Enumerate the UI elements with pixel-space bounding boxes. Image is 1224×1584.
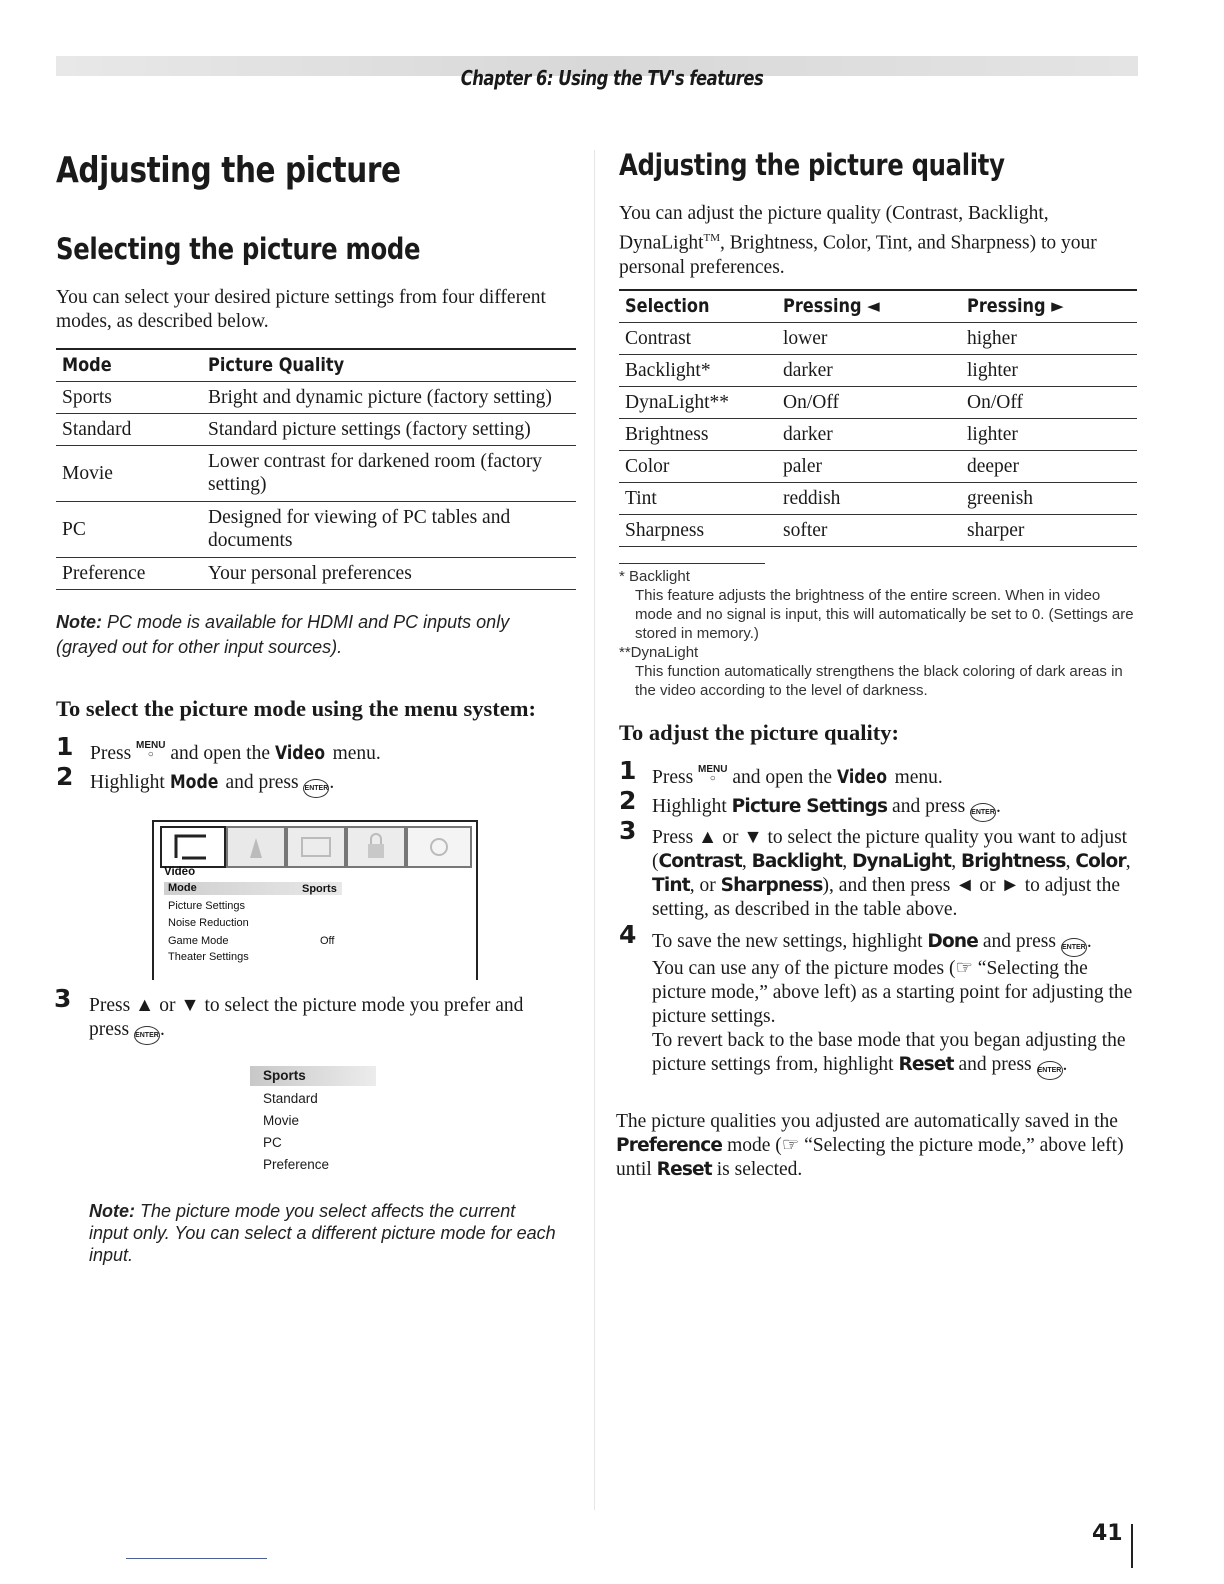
step-4-line: To save the new settings, highlight Done and press ENTER.	[652, 930, 1138, 957]
step-text: and press	[982, 931, 1056, 952]
note-picture-mode-input	[89, 1200, 559, 1266]
closing-text: mode (☞ “Selecting the picture mode,” above left) until	[616, 1135, 1124, 1180]
section-heading-picture-quality: Adjusting the picture quality	[619, 148, 1005, 182]
step-number: 1	[619, 756, 637, 785]
enter-button-icon: ENTER	[134, 1026, 160, 1045]
menu-label: MENU	[698, 764, 728, 775]
step-1-left	[90, 741, 570, 766]
keyword-preference: Preference	[616, 1135, 723, 1156]
osd-item-noise-reduction[interactable]: Noise Reduction	[168, 917, 249, 929]
table-cell: paler	[783, 455, 822, 477]
options-tab-icon	[406, 826, 472, 868]
step-text: , or	[689, 875, 716, 896]
table-cell: Sharpness	[625, 519, 705, 541]
table-row	[619, 514, 1137, 546]
table-row	[56, 381, 576, 413]
table-row	[56, 501, 576, 557]
table-cell: Tint	[625, 487, 657, 509]
table-row	[619, 386, 1137, 418]
table-cell: Standard	[62, 418, 132, 440]
step-4-reset-line: To revert back to the base mode that you began adjusting the picture settings from, highlight Reset and press ENTER.	[652, 1029, 1138, 1080]
picture-mode-intro: You can select your desired picture settings from four different modes, as described below.	[56, 287, 546, 332]
osd-item-mode[interactable]: Mode	[168, 882, 197, 894]
mode-list-item[interactable]: Movie	[263, 1113, 300, 1128]
footnote-title: * Backlight	[619, 568, 690, 585]
table-row	[619, 482, 1137, 514]
keyword-video: Video	[274, 743, 325, 764]
menu-button-icon: MENU ○	[136, 740, 166, 760]
page-number-rule	[1131, 1524, 1133, 1568]
section-heading-picture-mode: Selecting the picture mode	[56, 232, 421, 266]
step-text: and press	[225, 772, 299, 793]
table-row	[56, 557, 576, 589]
table-cell: deeper	[967, 455, 1019, 477]
table-cell: Your personal preferences	[208, 562, 412, 584]
step-2-right: Highlight Picture Settings and press ENTER.	[652, 795, 1136, 822]
table-header: Pressing ►	[967, 294, 1064, 317]
table-cell: DynaLight**	[625, 391, 729, 413]
keyword-picture-settings: Picture Settings	[731, 796, 888, 817]
keyword-color: Color	[1075, 851, 1126, 872]
table-row	[56, 413, 576, 445]
picture-quality-table	[619, 289, 1137, 547]
table-row	[619, 450, 1137, 482]
table-cell: On/Off	[783, 391, 839, 413]
table-row	[619, 418, 1137, 450]
table-header-row	[619, 290, 1137, 322]
table-cell: Designed for viewing of PC tables and documents	[208, 507, 511, 551]
enter-button-icon: ENTER	[1061, 938, 1087, 957]
osd-item-picture-settings[interactable]: Picture Settings	[168, 900, 246, 912]
table-row	[619, 354, 1137, 386]
enter-button-icon: ENTER	[970, 803, 996, 822]
closing-paragraph	[616, 1110, 1138, 1182]
table-cell: Brightness	[625, 423, 709, 445]
keyword-done: Done	[927, 931, 978, 952]
enter-button-icon: ENTER	[303, 779, 329, 798]
procedure-title-right: To adjust the picture quality:	[619, 720, 900, 745]
procedure-title-left: To select the picture mode using the menu system:	[56, 696, 536, 721]
footnote-title: **DynaLight	[619, 644, 699, 661]
step-number: 1	[56, 732, 74, 761]
picture-tab-icon	[160, 826, 226, 868]
footnote-text: This feature adjusts the brightness of the entire screen. When in video mode and no signal is input, this will automatically be set to 0. (Settings are stored in memory.)	[635, 587, 1134, 642]
step-text: Press	[90, 743, 132, 764]
table-cell: Contrast	[625, 327, 692, 349]
table-cell: Color	[625, 455, 670, 477]
step-text: Press ▲ or ▼ to select the picture mode you prefer and press	[89, 995, 524, 1040]
trademark: TM	[703, 232, 720, 244]
table-cell: Bright and dynamic picture (factory setting)	[208, 386, 552, 408]
keyword-backlight: Backlight	[751, 851, 843, 872]
table-cell: greenish	[967, 487, 1034, 509]
step-text: menu.	[894, 767, 943, 788]
keyword-tint: Tint	[652, 875, 690, 896]
audio-tab-icon	[226, 826, 286, 868]
table-header: Selection	[625, 294, 710, 317]
mode-list-item[interactable]: Preference	[263, 1157, 330, 1172]
step-number: 2	[56, 762, 74, 791]
table-cell: Backlight*	[625, 359, 711, 381]
keyword-dynalight: DynaLight	[851, 851, 952, 872]
osd-menu-title: Video	[164, 866, 196, 878]
video-menu-screenshot	[152, 820, 478, 980]
chapter-header: Chapter 6: Using the TV's features	[460, 66, 764, 90]
step-text: and press	[892, 796, 966, 817]
picture-quality-intro	[619, 202, 1141, 280]
keyword-sharpness: Sharpness	[720, 875, 823, 896]
table-cell: Standard picture settings (factory setting)	[208, 418, 531, 440]
table-cell: Preference	[62, 562, 146, 584]
step-number: 4	[619, 920, 637, 949]
step-text: To revert back to the base mode that you began adjusting the picture settings from, highlight	[652, 1030, 1126, 1075]
picture-mode-table	[56, 348, 576, 590]
table-header: Mode	[62, 353, 112, 376]
footnote-text: This function automatically strengthens the black coloring of dark areas in the video according to the level of darkness.	[635, 663, 1123, 699]
step-text: Highlight	[652, 796, 727, 817]
table-cell: PC	[62, 518, 86, 540]
table-row	[56, 445, 576, 501]
step-text: Press	[652, 767, 694, 788]
step-number: 3	[54, 984, 72, 1013]
note-pc-mode	[56, 610, 566, 660]
note-text: The picture mode you select affects the current input only. You can select a different picture mode for each input.	[89, 1201, 556, 1265]
keyword-contrast: Contrast	[658, 851, 742, 872]
table-header: Picture Quality	[208, 353, 345, 376]
table-row	[619, 322, 1137, 354]
intro-text: , Brightness, Color, Tint, and Sharpness) to your personal preferences.	[619, 232, 1097, 278]
step-text: and press	[958, 1054, 1032, 1075]
osd-item-theater-settings[interactable]: Theater Settings	[168, 951, 249, 963]
setup-tab-icon	[286, 826, 346, 868]
keyword-reset: Reset	[656, 1159, 712, 1180]
table-cell: softer	[783, 519, 828, 541]
table-cell: lower	[783, 327, 828, 349]
intro-text: You can adjust the picture quality (Contrast, Backlight, DynaLight	[619, 203, 1049, 254]
mode-list-item[interactable]: Sports	[263, 1068, 306, 1083]
osd-item-game-mode-value: Off	[320, 935, 335, 947]
table-cell: sharper	[967, 519, 1025, 541]
mode-list-item[interactable]: Standard	[263, 1091, 318, 1106]
menu-label: MENU	[136, 740, 166, 751]
mode-list-item[interactable]: PC	[263, 1135, 282, 1150]
step-text: To save the new settings, highlight	[652, 931, 923, 952]
step-number: 3	[619, 816, 637, 845]
note-label: Note:	[89, 1201, 135, 1221]
table-cell: reddish	[783, 487, 841, 509]
enter-button-icon: ENTER	[1037, 1061, 1063, 1080]
table-cell: darker	[783, 423, 833, 445]
footnote-backlight	[619, 567, 1139, 700]
table-header: Pressing ◄	[783, 294, 880, 317]
closing-text: is selected.	[716, 1159, 803, 1180]
keyword-reset: Reset	[898, 1054, 954, 1075]
step-text: and open the	[732, 767, 833, 788]
osd-item-game-mode[interactable]: Game Mode	[168, 935, 229, 947]
step-text: and open the	[170, 743, 271, 764]
footnote-rule	[619, 563, 765, 564]
step-3-right: Press ▲ or ▼ to select the picture quality you want to adjust (Contrast, Backlight, DynaLight, Brightness, Color, Tint, or Sharpness), and then press ◄ or ► to adjust the setting, as described in the table above.	[652, 827, 1131, 920]
table-cell: Sports	[62, 386, 112, 408]
step-text: ), and then press ◄ or ► to adjust the setting, as described in the table above.	[652, 875, 1121, 920]
step-text: Press ▲ or ▼ to select the picture quality you want to adjust (	[652, 827, 1128, 872]
table-cell: Lower contrast for darkened room (factory setting)	[208, 451, 543, 495]
closing-text: The picture qualities you adjusted are automatically saved in the	[616, 1111, 1118, 1132]
step-number: 2	[619, 786, 637, 815]
table-cell: lighter	[967, 423, 1018, 445]
footer-line	[126, 1558, 267, 1559]
osd-item-mode-value: Sports	[302, 883, 337, 895]
table-header-row	[56, 349, 576, 381]
keyword-mode: Mode	[169, 772, 219, 793]
menu-button-icon: MENU ○	[698, 764, 728, 784]
page-number: 41	[1092, 1521, 1123, 1546]
note-label: Note:	[56, 612, 102, 632]
keyword-brightness: Brightness	[960, 851, 1066, 872]
step-text: menu.	[332, 743, 381, 764]
table-cell: On/Off	[967, 391, 1023, 413]
table-cell: higher	[967, 327, 1017, 349]
step-text: Highlight	[90, 772, 165, 793]
step-4-right	[652, 930, 1138, 1080]
step-1-right	[652, 765, 1136, 790]
step-3-left: Press ▲ or ▼ to select the picture mode you prefer and press ENTER.	[89, 994, 559, 1045]
column-divider	[594, 150, 595, 1510]
note-text: PC mode is available for HDMI and PC inputs only (grayed out for other input sources).	[56, 612, 510, 657]
step-text: You can use any of the picture modes (☞ “Selecting the picture mode,” above left) as a starting point for adjusting the picture settings.	[652, 958, 1133, 1027]
table-cell: Movie	[62, 462, 113, 484]
page-title: Adjusting the picture	[56, 150, 401, 191]
keyword-video: Video	[836, 767, 887, 788]
table-cell: lighter	[967, 359, 1018, 381]
step-2-left: Highlight Mode and press ENTER.	[90, 771, 570, 798]
table-cell: darker	[783, 359, 833, 381]
lock-tab-icon	[346, 826, 406, 868]
